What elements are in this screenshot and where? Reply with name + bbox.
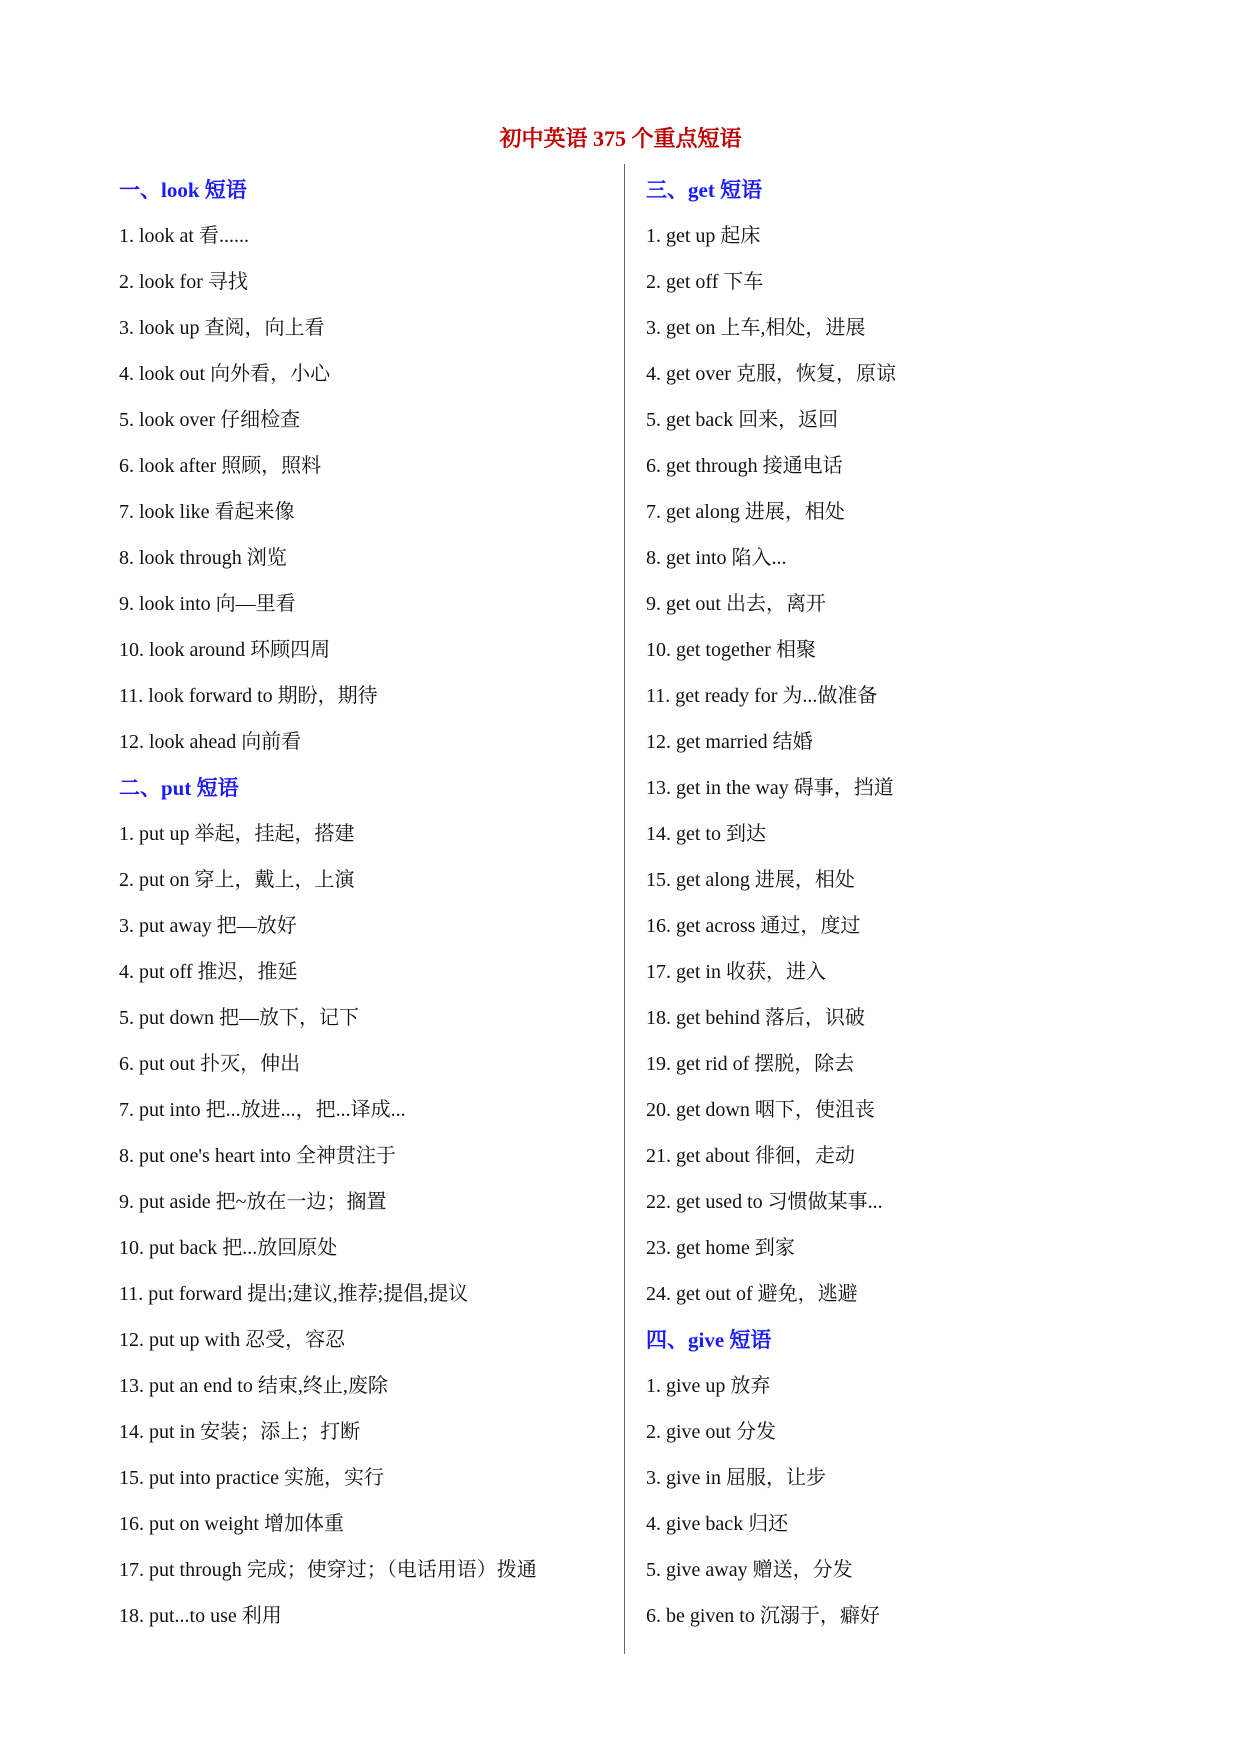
phrase-item: 7. get along 进展，相处 xyxy=(646,501,845,523)
phrase-item: 8. look through 浏览 xyxy=(119,547,287,569)
phrase-item: 4. put off 推迟，推延 xyxy=(119,961,298,983)
phrase-item: 15. get along 进展，相处 xyxy=(646,869,855,891)
phrase-item: 12. get married 结婚 xyxy=(646,731,813,753)
phrase-item: 10. put back 把...放回原处 xyxy=(119,1237,338,1259)
phrase-item: 2. put on 穿上，戴上，上演 xyxy=(119,869,355,891)
phrase-item: 7. look like 看起来像 xyxy=(119,501,295,523)
section-heading: 一、look 短语 xyxy=(119,178,247,202)
phrase-item: 1. put up 举起，挂起，搭建 xyxy=(119,823,355,845)
phrase-item: 1. look at 看...... xyxy=(119,225,249,247)
phrase-item: 18. put...to use 利用 xyxy=(119,1605,282,1627)
phrase-item: 14. get to 到达 xyxy=(646,823,766,845)
phrase-item: 2. look for 寻找 xyxy=(119,271,248,293)
section-heading: 四、give 短语 xyxy=(646,1328,772,1352)
phrase-item: 6. be given to 沉溺于，癖好 xyxy=(646,1605,880,1627)
phrase-item: 9. get out 出去，离开 xyxy=(646,593,826,615)
phrase-item: 1. give up 放弃 xyxy=(646,1375,771,1397)
right-column xyxy=(646,167,1186,1639)
phrase-item: 6. put out 扑灭，伸出 xyxy=(119,1053,301,1075)
phrase-item: 5. look over 仔细检查 xyxy=(119,409,301,431)
phrase-item: 3. give in 屈服，让步 xyxy=(646,1467,826,1489)
phrase-item: 2. get off 下车 xyxy=(646,271,764,293)
page-title: 初中英语 375 个重点短语 xyxy=(499,126,742,151)
phrase-item: 15. put into practice 实施，实行 xyxy=(119,1467,384,1489)
section-heading: 二、put 短语 xyxy=(119,776,239,800)
phrase-item: 22. get used to 习惯做某事... xyxy=(646,1191,883,1213)
phrase-item: 8. get into 陷入... xyxy=(646,547,787,569)
phrase-item: 17. put through 完成；使穿过；（电话用语）拨通 xyxy=(119,1559,537,1581)
phrase-item: 11. get ready for 为...做准备 xyxy=(646,685,878,707)
phrase-item: 5. give away 赠送，分发 xyxy=(646,1559,853,1581)
phrase-item: 3. look up 查阅，向上看 xyxy=(119,317,325,339)
phrase-item: 7. put into 把...放进...，把...译成... xyxy=(119,1099,406,1121)
phrase-item: 3. get on 上车,相处，进展 xyxy=(646,317,866,339)
phrase-item: 4. get over 克服，恢复，原谅 xyxy=(646,363,896,385)
phrase-item: 4. look out 向外看，小心 xyxy=(119,363,331,385)
phrase-item: 3. put away 把—放好 xyxy=(119,915,297,937)
phrase-item: 1. get up 起床 xyxy=(646,225,761,247)
phrase-item: 17. get in 收获，进入 xyxy=(646,961,826,983)
phrase-item: 6. look after 照顾，照料 xyxy=(119,455,322,477)
phrase-item: 4. give back 归还 xyxy=(646,1513,789,1535)
phrase-item: 13. put an end to 结束,终止,废除 xyxy=(119,1375,388,1397)
phrase-item: 5. get back 回来，返回 xyxy=(646,409,839,431)
phrase-item: 16. put on weight 增加体重 xyxy=(119,1513,344,1535)
phrase-item: 16. get across 通过，度过 xyxy=(646,915,861,937)
phrase-item: 9. look into 向—里看 xyxy=(119,593,296,615)
section-heading: 三、get 短语 xyxy=(646,178,763,202)
phrase-item: 2. give out 分发 xyxy=(646,1421,776,1443)
phrase-item: 8. put one's heart into 全神贯注于 xyxy=(119,1145,396,1167)
phrase-item: 11. put forward 提出;建议,推荐;提倡,提议 xyxy=(119,1283,469,1305)
phrase-item: 20. get down 咽下，使沮丧 xyxy=(646,1099,875,1121)
left-column xyxy=(119,167,619,1639)
phrase-item: 13. get in the way 碍事，挡道 xyxy=(646,777,894,799)
phrase-item: 10. look around 环顾四周 xyxy=(119,639,331,661)
phrase-item: 9. put aside 把~放在一边；搁置 xyxy=(119,1191,387,1213)
column-divider xyxy=(624,164,625,1654)
phrase-item: 10. get together 相聚 xyxy=(646,639,816,661)
phrase-item: 12. put up with 忍受，容忍 xyxy=(119,1329,346,1351)
phrase-item: 14. put in 安装；添上；打断 xyxy=(119,1421,361,1443)
phrase-item: 5. put down 把—放下，记下 xyxy=(119,1007,359,1029)
phrase-item: 23. get home 到家 xyxy=(646,1237,795,1259)
phrase-item: 12. look ahead 向前看 xyxy=(119,731,302,753)
phrase-item: 19. get rid of 摆脱，除去 xyxy=(646,1053,855,1075)
phrase-item: 18. get behind 落后，识破 xyxy=(646,1007,865,1029)
phrase-item: 11. look forward to 期盼，期待 xyxy=(119,685,378,707)
phrase-item: 21. get about 徘徊，走动 xyxy=(646,1145,855,1167)
phrase-item: 6. get through 接通电话 xyxy=(646,455,843,477)
phrase-item: 24. get out of 避免，逃避 xyxy=(646,1283,858,1305)
